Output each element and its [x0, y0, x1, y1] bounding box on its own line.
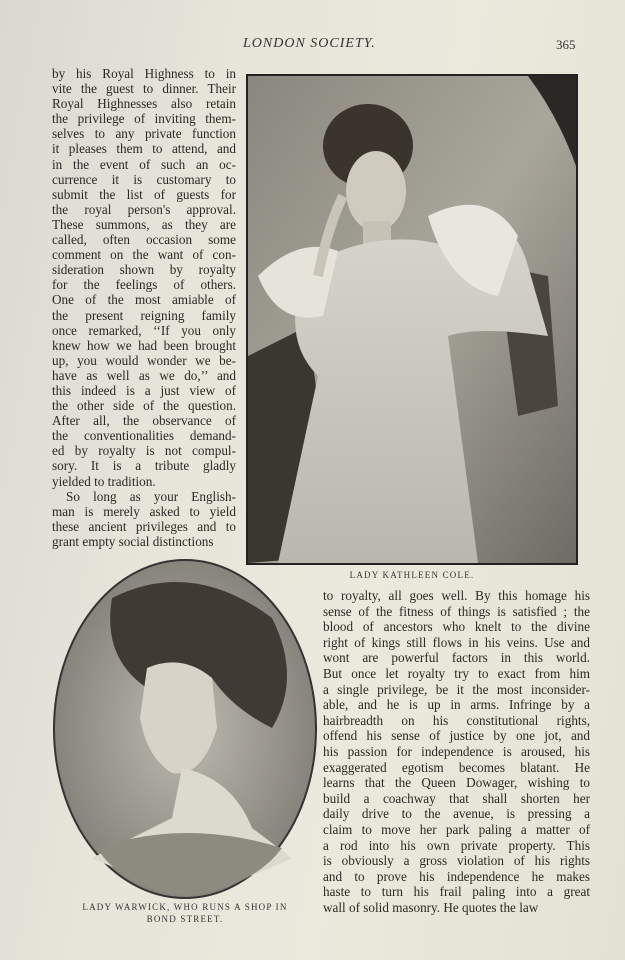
- text-line: learns that the Queen Dowager, wishing to: [323, 775, 590, 791]
- caption-line: BOND STREET.: [146, 914, 224, 924]
- text-line: haste to turn his frail paling into a great: [323, 884, 590, 900]
- portrait-lady-kathleen-cole: [246, 74, 578, 565]
- left-text-column: [52, 66, 236, 549]
- caption-lady-warwick: [52, 901, 318, 925]
- text-line: But once let royalty try to exact from him: [323, 665, 590, 681]
- text-line: the other side of the question.: [52, 398, 236, 414]
- text-line: wont are powerful factors in this world.: [323, 650, 590, 666]
- text-line: up, you would wonder we be-: [52, 352, 236, 368]
- text-line: by his Royal Highness to in: [52, 66, 236, 81]
- text-line: exaggerated egotism becomes blatant. He: [323, 759, 590, 775]
- page-number: 365: [556, 37, 576, 52]
- text-line: sory. It is a tribute gladly: [52, 458, 236, 474]
- text-line: his passion for independence is aroused, his: [323, 743, 590, 759]
- text-line: claim to move her park paling a matter of: [323, 821, 590, 837]
- text-line: offend his sense of justice by one jot, and: [323, 728, 590, 744]
- text-line: comment on the want of con-: [52, 247, 236, 263]
- text-line: These summons, as they are: [52, 216, 236, 232]
- text-line: these ancient privileges and to: [52, 518, 236, 534]
- text-line: and to prove his independence he makes: [323, 868, 590, 884]
- text-line: yielded to tradition.: [52, 473, 156, 489]
- text-line: the royal person's approval.: [52, 201, 236, 217]
- text-line: wall of solid masonry. He quotes the law: [323, 899, 539, 915]
- text-line: in the event of such an oc-: [52, 156, 236, 172]
- text-line: this indeed is a just view of: [52, 382, 236, 398]
- text-line: build a coachway that shall shorten her: [323, 790, 590, 806]
- caption-line: LADY WARWICK, WHO RUNS A SHOP IN: [82, 902, 288, 912]
- text-line: grant empty social distinctions: [52, 533, 214, 549]
- text-line: the present reigning family: [52, 307, 236, 323]
- text-line: hairbreadth on his constitutional rights,: [323, 712, 590, 728]
- text-line: once remarked, ‘‘If you only: [52, 322, 236, 338]
- text-line: is obviously a gross violation of his rights: [323, 853, 590, 869]
- text-line: selves to any private function: [52, 126, 236, 142]
- text-line: sense of the fitness of things is satisfied ; the: [323, 603, 590, 619]
- text-line: the privilege of inviting them-: [52, 111, 236, 127]
- text-line: Royal Highnesses also retain: [52, 96, 236, 112]
- text-line: knew how we had been brought: [52, 337, 236, 353]
- text-line: submit the list of guests for: [52, 186, 236, 202]
- running-title: LONDON SOCIETY.: [243, 36, 376, 51]
- text-line: ed by royalty is not compul-: [52, 443, 236, 459]
- text-line: a rod into his own private property. This: [323, 837, 590, 853]
- text-line: man is merely asked to yield: [52, 503, 236, 519]
- text-line: it pleases them to attend, and: [52, 141, 236, 157]
- text-line: After all, the observance of: [52, 413, 236, 429]
- text-line: sideration shown by royalty: [52, 262, 236, 278]
- text-line: vite the guest to dinner. Their: [52, 81, 236, 97]
- text-line: the conventionalities demand-: [52, 428, 236, 444]
- text-line: a single privilege, be it the most inconsider-: [323, 681, 590, 697]
- page-header: [0, 36, 625, 56]
- text-line: blood of ancestors who knelt to the divine: [323, 619, 590, 635]
- caption-lady-kathleen-cole: LADY KATHLEEN COLE.: [349, 570, 475, 580]
- text-line: currence it is customary to: [52, 171, 236, 187]
- text-line: daily drive to the avenue, is pressing a: [323, 806, 590, 822]
- text-line: called, often occasion some: [52, 232, 236, 248]
- portrait-lady-warwick: [52, 558, 318, 900]
- text-line: to royalty, all goes well. By this homage his: [323, 588, 590, 603]
- text-line: have as well as we do,’’ and: [52, 367, 236, 383]
- right-text-column: [323, 588, 590, 915]
- text-line: One of the most amiable of: [52, 292, 236, 308]
- text-line: So long as your English-: [66, 488, 236, 504]
- text-line: for the feelings of others.: [52, 277, 236, 293]
- text-line: able, and he is up in arms. Infringe by a: [323, 697, 590, 713]
- text-line: right of kings still flows in his veins. Use and: [323, 634, 590, 650]
